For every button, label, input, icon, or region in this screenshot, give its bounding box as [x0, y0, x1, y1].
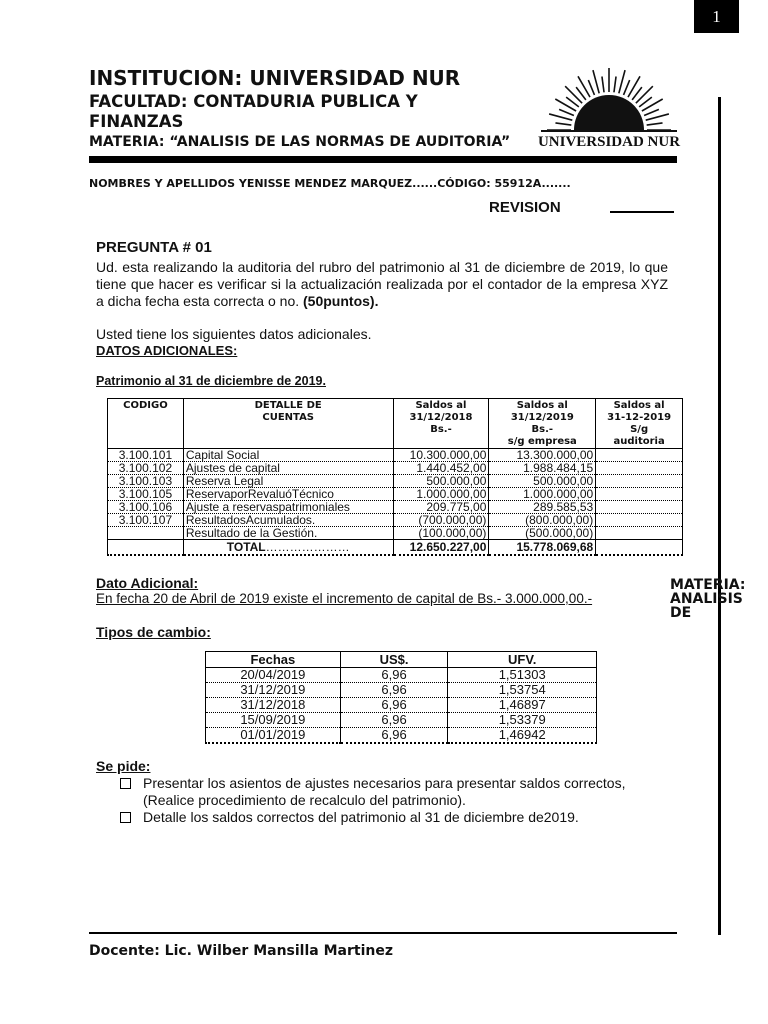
- side-materia-label: MATERIA:: [670, 577, 746, 593]
- student-name-code: NOMBRES Y APELLIDOS YENISSE MENDEZ MARQUEZ......CÓDIGO: 55912A.......: [89, 177, 571, 190]
- materia-heading: MATERIA: “ANALISIS DE LAS NORMAS DE AUDITORIA”: [89, 134, 511, 150]
- cell-ufv: 1,46897: [448, 698, 597, 713]
- datos-adicionales-title: DATOS ADICIONALES:: [96, 343, 238, 358]
- col-saldo-2019-line3: Bs.-: [531, 424, 554, 435]
- tipos-cambio-table: [205, 651, 597, 744]
- cell-s2018: 1.440.452,00: [393, 462, 489, 475]
- question-points: (50puntos).: [303, 293, 379, 309]
- cell-detalle: Ajuste a reservaspatrimoniales: [183, 501, 393, 514]
- cell-s2019: 13.300.000,00: [489, 449, 596, 462]
- cell-s2018: 500.000,00: [393, 475, 489, 488]
- cell-ufv: 1,53754: [448, 683, 597, 698]
- question-body: Ud. esta realizando la auditoria del rubro del patrimonio al 31 de diciembre de 2019, lo que tiene que hacer es verificar si la actualización realizada por el contador de la empresa XYZ a dicha fecha esta correcta o no.: [96, 259, 668, 309]
- revision-signature-line: [610, 211, 674, 213]
- cell-usd: 6,96: [340, 713, 448, 728]
- dato-adicional-title: Dato Adicional:: [96, 575, 199, 591]
- cell-fecha: 31/12/2019: [206, 683, 341, 698]
- cell-usd: 6,96: [340, 728, 448, 744]
- patrimonio-total-row: [108, 540, 683, 556]
- page-number: 1: [694, 0, 739, 33]
- col-auditoria-line3: S/g: [630, 424, 649, 435]
- cell-aud: [596, 527, 683, 540]
- total-empty: [108, 540, 184, 556]
- list-item: [120, 775, 675, 809]
- table-row: [206, 668, 597, 683]
- institucion-heading: INSTITUCION: UNIVERSIDAD NUR: [89, 66, 461, 90]
- extra-data-text: Usted tiene los siguientes datos adicionales.: [96, 326, 372, 342]
- cell-s2018: 1.000.000,00: [393, 488, 489, 501]
- table-row: [206, 728, 597, 744]
- col-detalle-label: DETALLE DE CUENTAS: [254, 400, 322, 423]
- col-auditoria: [596, 399, 683, 449]
- col-saldo-2019-line1: Saldos al: [516, 400, 568, 411]
- dato-adicional-text: En fecha 20 de Abril de 2019 existe el incremento de capital de Bs.- 3.000.000,00.-: [96, 591, 593, 606]
- total-2019-value: 15.778.069,68: [516, 540, 594, 554]
- se-pide-item-1: Presentar los asientos de ajustes necesarios para presentar saldos correctos, (Realice procedimiento de recalculo del patrimonio).: [143, 775, 626, 808]
- table-row: [108, 514, 683, 527]
- table-row: [206, 698, 597, 713]
- total-2018: [393, 540, 489, 556]
- question-text: [96, 259, 668, 310]
- list-item: [120, 809, 675, 826]
- cell-aud: [596, 449, 683, 462]
- col-saldo-2019-line2: 31/12/2019: [510, 412, 574, 423]
- cell-s2018: 209.775,00: [393, 501, 489, 514]
- revision-label: REVISION: [489, 199, 561, 216]
- se-pide-item-2: Detalle los saldos correctos del patrimonio al 31 de diciembre de2019.: [143, 809, 579, 825]
- cell-codigo: 3.100.102: [108, 462, 184, 475]
- col-auditoria-line1: Saldos al: [613, 400, 665, 411]
- cell-aud: [596, 501, 683, 514]
- table-row: [108, 449, 683, 462]
- cell-fecha: 15/09/2019: [206, 713, 341, 728]
- cell-fecha: 20/04/2019: [206, 668, 341, 683]
- total-label: TOTAL: [226, 540, 266, 554]
- cell-usd: 6,96: [340, 683, 448, 698]
- cell-aud: [596, 475, 683, 488]
- cell-usd: 6,96: [340, 698, 448, 713]
- table-row: [108, 488, 683, 501]
- tipos-header-row: [206, 652, 597, 668]
- cell-detalle: Capital Social: [183, 449, 393, 462]
- checkbox-bullet-icon: [120, 812, 131, 823]
- total-dots: …………………: [265, 540, 350, 554]
- total-2019: [489, 540, 596, 556]
- cell-aud: [596, 514, 683, 527]
- table-row: [206, 683, 597, 698]
- col-detalle: [183, 399, 393, 449]
- cell-fecha: 01/01/2019: [206, 728, 341, 744]
- cell-s2019: 289.585,53: [489, 501, 596, 514]
- tipos-cambio-title: Tipos de cambio:: [96, 624, 211, 640]
- cell-s2019: (800.000,00): [489, 514, 596, 527]
- right-margin-rule: [718, 97, 721, 935]
- col-auditoria-line2: 31-12-2019: [607, 412, 672, 423]
- cell-s2018: 10.300.000,00: [393, 449, 489, 462]
- facultad-heading: FACULTAD: CONTADURIA PUBLICA Y FINANZAS: [89, 92, 418, 131]
- col-saldo-2019: [489, 399, 596, 449]
- patrimonio-table: [107, 398, 683, 556]
- question-title: PREGUNTA # 01: [96, 239, 212, 256]
- table-row: [108, 475, 683, 488]
- cell-s2019: 1.988.484,15: [489, 462, 596, 475]
- cell-s2019: 1.000.000,00: [489, 488, 596, 501]
- header-divider: [89, 156, 677, 163]
- cell-codigo: [108, 527, 184, 540]
- col-codigo: CODIGO: [108, 399, 184, 449]
- total-label-cell: [183, 540, 393, 556]
- cell-codigo: 3.100.101: [108, 449, 184, 462]
- col-fechas: Fechas: [206, 652, 341, 668]
- cell-aud: [596, 462, 683, 475]
- cell-fecha: 31/12/2018: [206, 698, 341, 713]
- se-pide-list: [120, 775, 675, 826]
- cell-usd: 6,96: [340, 668, 448, 683]
- cell-detalle: ReservaporRevaluóTécnico: [183, 488, 393, 501]
- total-2018-value: 12.650.227,00: [409, 540, 487, 554]
- col-usd: US$.: [340, 652, 448, 668]
- cell-ufv: 1,53379: [448, 713, 597, 728]
- cell-detalle: Resultado de la Gestión.: [183, 527, 393, 540]
- table-row: [108, 501, 683, 514]
- cell-codigo: 3.100.106: [108, 501, 184, 514]
- col-saldo-2018-line1: Saldos al: [415, 400, 467, 411]
- cell-s2018: (100.000,00): [393, 527, 489, 540]
- cell-ufv: 1,51303: [448, 668, 597, 683]
- footer-rule: [89, 932, 677, 934]
- cell-codigo: 3.100.107: [108, 514, 184, 527]
- cell-codigo: 3.100.103: [108, 475, 184, 488]
- cell-aud: [596, 488, 683, 501]
- cell-detalle: Ajustes de capital: [183, 462, 393, 475]
- cell-detalle: ResultadosAcumulados.: [183, 514, 393, 527]
- checkbox-bullet-icon: [120, 778, 131, 789]
- cell-detalle: Reserva Legal: [183, 475, 393, 488]
- col-saldo-2018-line2: 31/12/2018: [409, 412, 473, 423]
- col-saldo-2019-line4: s/g empresa: [507, 436, 577, 447]
- col-saldo-2018: [393, 399, 489, 449]
- side-materia-cut: ANALISIS DE: [670, 591, 743, 621]
- col-auditoria-line4: auditoria: [613, 436, 665, 447]
- patrimonio-title: Patrimonio al 31 de diciembre de 2019.: [96, 374, 326, 388]
- se-pide-title: Se pide:: [96, 758, 151, 774]
- cell-s2019: (500.000,00): [489, 527, 596, 540]
- table-row: [108, 527, 683, 540]
- patrimonio-header-row: [108, 399, 683, 449]
- cell-codigo: 3.100.105: [108, 488, 184, 501]
- table-row: [206, 713, 597, 728]
- docente-footer: Docente: Lic. Wilber Mansilla Martinez: [89, 943, 393, 959]
- cell-s2019: 500.000,00: [489, 475, 596, 488]
- col-saldo-2018-line3: Bs.-: [430, 424, 452, 435]
- col-ufv: UFV.: [448, 652, 597, 668]
- cell-s2018: (700.000,00): [393, 514, 489, 527]
- cell-ufv: 1,46942: [448, 728, 597, 744]
- total-auditoria: [596, 540, 683, 556]
- logo-text: UNIVERSIDAD NUR: [537, 134, 681, 150]
- table-row: [108, 462, 683, 475]
